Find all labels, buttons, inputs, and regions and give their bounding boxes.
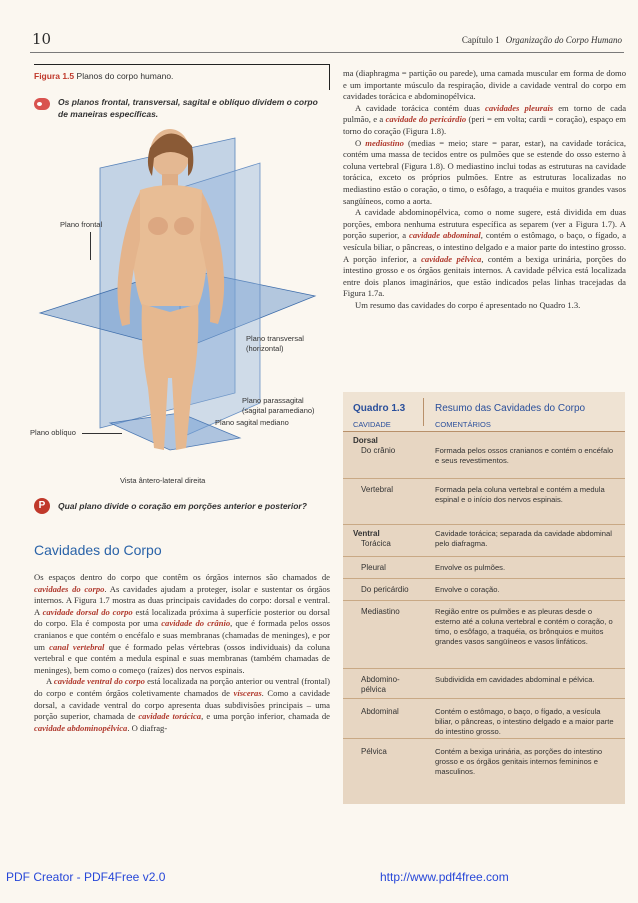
row-cavidade: Abdominal <box>361 707 399 716</box>
right-paragraph-2: A cavidade torácica contém duas cavidades pleurais em torno de cada pulmão, e a cavidade do pericárdio (peri = em volta; cardi = coração), espaço em torno do coração (Figura 1.8). <box>343 102 627 136</box>
figure-caption-text: Planos do corpo humano. <box>76 71 174 81</box>
leader-oblique <box>82 433 122 434</box>
key-icon <box>34 98 50 110</box>
label-parasagittal-plane: Plano parassagital <box>242 396 304 405</box>
table-row <box>343 434 625 472</box>
table-header-divider <box>423 398 424 426</box>
term: cavidade abdominopélvica <box>34 722 128 733</box>
table-number: Quadro 1.3 <box>353 403 406 414</box>
body-planes-illustration <box>30 128 330 485</box>
table-row <box>343 478 625 518</box>
question-icon: P <box>34 498 50 514</box>
right-paragraph-5: Um resumo das cavidades do corpo é apresentado no Quadro 1.3. <box>355 299 581 310</box>
table-row <box>343 668 625 698</box>
term: cavidade torácica <box>138 711 202 722</box>
term: cavidade ventral do corpo <box>53 676 145 687</box>
left-column-text <box>34 572 330 734</box>
row-comentario: Cavidade torácica; separada da cavidade abdominal pelo diafragma. <box>435 529 612 548</box>
body-planes-svg <box>30 128 330 468</box>
term: cavidade abdominal <box>409 230 481 241</box>
running-head <box>462 35 622 45</box>
label-oblique-plane: Plano oblíquo <box>30 428 76 437</box>
row-group: Ventral <box>353 529 380 538</box>
figure-question: Qual plano divide o coração em porções anterior e posterior? <box>58 501 307 511</box>
table-header <box>343 392 625 432</box>
term: cavidade do crânio <box>161 618 231 629</box>
header-rule <box>30 52 624 53</box>
column-header-comentarios: COMENTÁRIOS <box>435 420 491 429</box>
row-cavidade: Do crânio <box>361 446 396 455</box>
right-paragraph-1: ma (diaphragma = partição ou parede), uma camada muscular em forma de domo e um importante músculo da respiração, divide a cavidade ventral do corpo em cavidades torácica e abdominopélvica. <box>343 68 626 102</box>
chapter-label: Capítulo 1 <box>461 35 500 45</box>
row-comentario: Formada pelos ossos cranianos e contém o encéfalo e seus revestimentos. <box>435 446 614 465</box>
row-comentario: Subdividida em cavidades abdominal e pélvica. <box>435 675 595 684</box>
row-comentario: Contém a bexiga urinária, as porções do intestino grosso e os órgãos genitais internos femininos e masculinos. <box>435 747 603 776</box>
term: mediastino <box>365 137 404 148</box>
column-header-cavidade: CAVIDADE <box>353 420 391 429</box>
section-heading: Cavidades do Corpo <box>34 542 162 558</box>
figure-number: Figura 1.5 <box>34 71 75 81</box>
leader-frontal <box>90 232 91 260</box>
figure-caption <box>34 71 173 81</box>
right-paragraph-4: A cavidade abdominopélvica, como o nome sugere, está dividida em duas porções, embora nenhuma estrutura específica as separem (ver a Figura 1.7). A porção superior, a cavidade abdominal, contém o estômago, o baço, o fígado, a vesícula biliar, o pâncreas, o intestino delgado e a maior parte do intestino grosso. A porção inferior, a cavidade pélvica, contém a bexiga urinária, porções do intestino grosso e os órgãos genitais internos. A cavidade pélvica está localizada entre dois planos imaginários, que estão indicados pelas linhas tracejadas da Figura 1.7a. <box>343 207 627 299</box>
row-comentario: Contém o estômago, o baço, o fígado, a vesícula biliar, o pâncreas, o intestino delgado e a maior parte do intestino grosso. <box>435 707 614 736</box>
table-row <box>343 578 625 600</box>
row-comentario: Formada pela coluna vertebral e contém a medula espinal e o início dos nervos espinais. <box>435 485 605 504</box>
row-comentario: Envolve os pulmões. <box>435 563 506 572</box>
summary-table <box>343 392 625 804</box>
label-parasagittal-plane-sub: (sagital paramediano) <box>242 406 315 415</box>
label-transverse-plane: Plano transversal <box>246 334 304 343</box>
table-row <box>343 524 625 554</box>
row-cavidade: Abdomino-pélvica <box>361 675 400 694</box>
figure-key-statement: Os planos frontal, transversal, sagital e oblíquo dividem o corpo de maneiras específicas. <box>58 97 318 119</box>
footer-url-link[interactable]: http://www.pdf4free.com <box>380 870 509 884</box>
row-cavidade: Pélvica <box>361 747 387 756</box>
term: vísceras <box>233 687 262 698</box>
table-row <box>343 600 625 666</box>
label-frontal-plane: Plano frontal <box>60 220 103 229</box>
footer-creator-text: PDF Creator - PDF4Free v2.0 <box>6 870 166 884</box>
label-transverse-plane-sub: (horizontal) <box>246 344 284 353</box>
table-title: Resumo das Cavidades do Corpo <box>435 403 586 414</box>
term: cavidade do pericárdio <box>385 114 467 125</box>
row-cavidade: Torácica <box>361 539 391 548</box>
row-comentario: Envolve o coração. <box>435 585 500 594</box>
term: canal vertebral <box>49 641 105 652</box>
term: cavidade dorsal do corpo <box>42 606 133 617</box>
term: cavidades pleurais <box>485 102 554 113</box>
label-midsagittal-plane: Plano sagital mediano <box>215 418 289 427</box>
row-cavidade: Mediastino <box>361 607 400 616</box>
table-row <box>343 738 625 788</box>
row-group: Dorsal <box>353 436 378 445</box>
right-column-text <box>343 68 626 311</box>
row-comentario: Região entre os pulmões e as pleuras desde o esterno até a coluna vertebral e contém o coração, o timo, o esôfago, a traquéia, os brônquios e muitos grandes vasos sangüíneos e vasos linfáticos. <box>435 607 613 646</box>
row-cavidade: Do pericárdio <box>361 585 409 594</box>
label-view: Vista ântero-lateral direita <box>120 476 206 485</box>
row-cavidade: Pleural <box>361 563 386 572</box>
page-number: 10 <box>32 30 52 48</box>
row-cavidade: Vertebral <box>361 485 394 494</box>
table-row <box>343 556 625 578</box>
right-paragraph-3: O mediastino (medias = meio; stare = parar, estar), na cavidade torácica, contém uma massa de tecidos entre os pulmões que se estende do osso esterno à coluna vertebral (Figura 1.8). O mediastino inclui todas as estruturas na cavidade torácica, exceto os próprios pulmões. Entre as estruturas localizadas no mediastino estão o coração, o timo, o esôfago, a traquéia e muitos grandes vasos sangüíneos, como a aorta. <box>343 137 626 206</box>
term: cavidades do corpo <box>34 583 105 594</box>
left-paragraph-2: A cavidade ventral do corpo está localizada na porção anterior ou ventral (frontal) do corpo e contém órgãos coletivamente chamados de vísceras. Como a cavidade dorsal, a cavidade ventral do corpo apresenta duas subdivisões principais – uma porção superior, chamada de cavidade torácica, e uma porção inferior, chamada de cavidade abdominopélvica. O diafrag- <box>34 676 331 733</box>
term: cavidade pélvica <box>421 253 482 264</box>
chapter-title: Organização do Corpo Humano <box>505 35 622 45</box>
left-paragraph-1: Os espaços dentro do corpo que contêm os órgãos internos são chamados de cavidades do corpo. As cavidades ajudam a proteger, isolar e sustentar os órgãos internos. A Figura 1.7 mostra as duas principais cavidades do corpo: dorsal e ventral. A cavidade dorsal do corpo está localizada próxima à superfície posterior ou dorsal do corpo. Ela é composta por uma cavidade do crânio, que é formada pelos ossos cranianos e que contém o encéfalo e suas membranas (chamadas de meninges), e por um canal vertebral que é formado pelas vértebras (ossos individuais) da coluna vertebral e que contém a medula espinal e suas membranas (também chamadas de meninges), bem como o começo (raízes) dos nervos espinais. <box>34 572 330 675</box>
